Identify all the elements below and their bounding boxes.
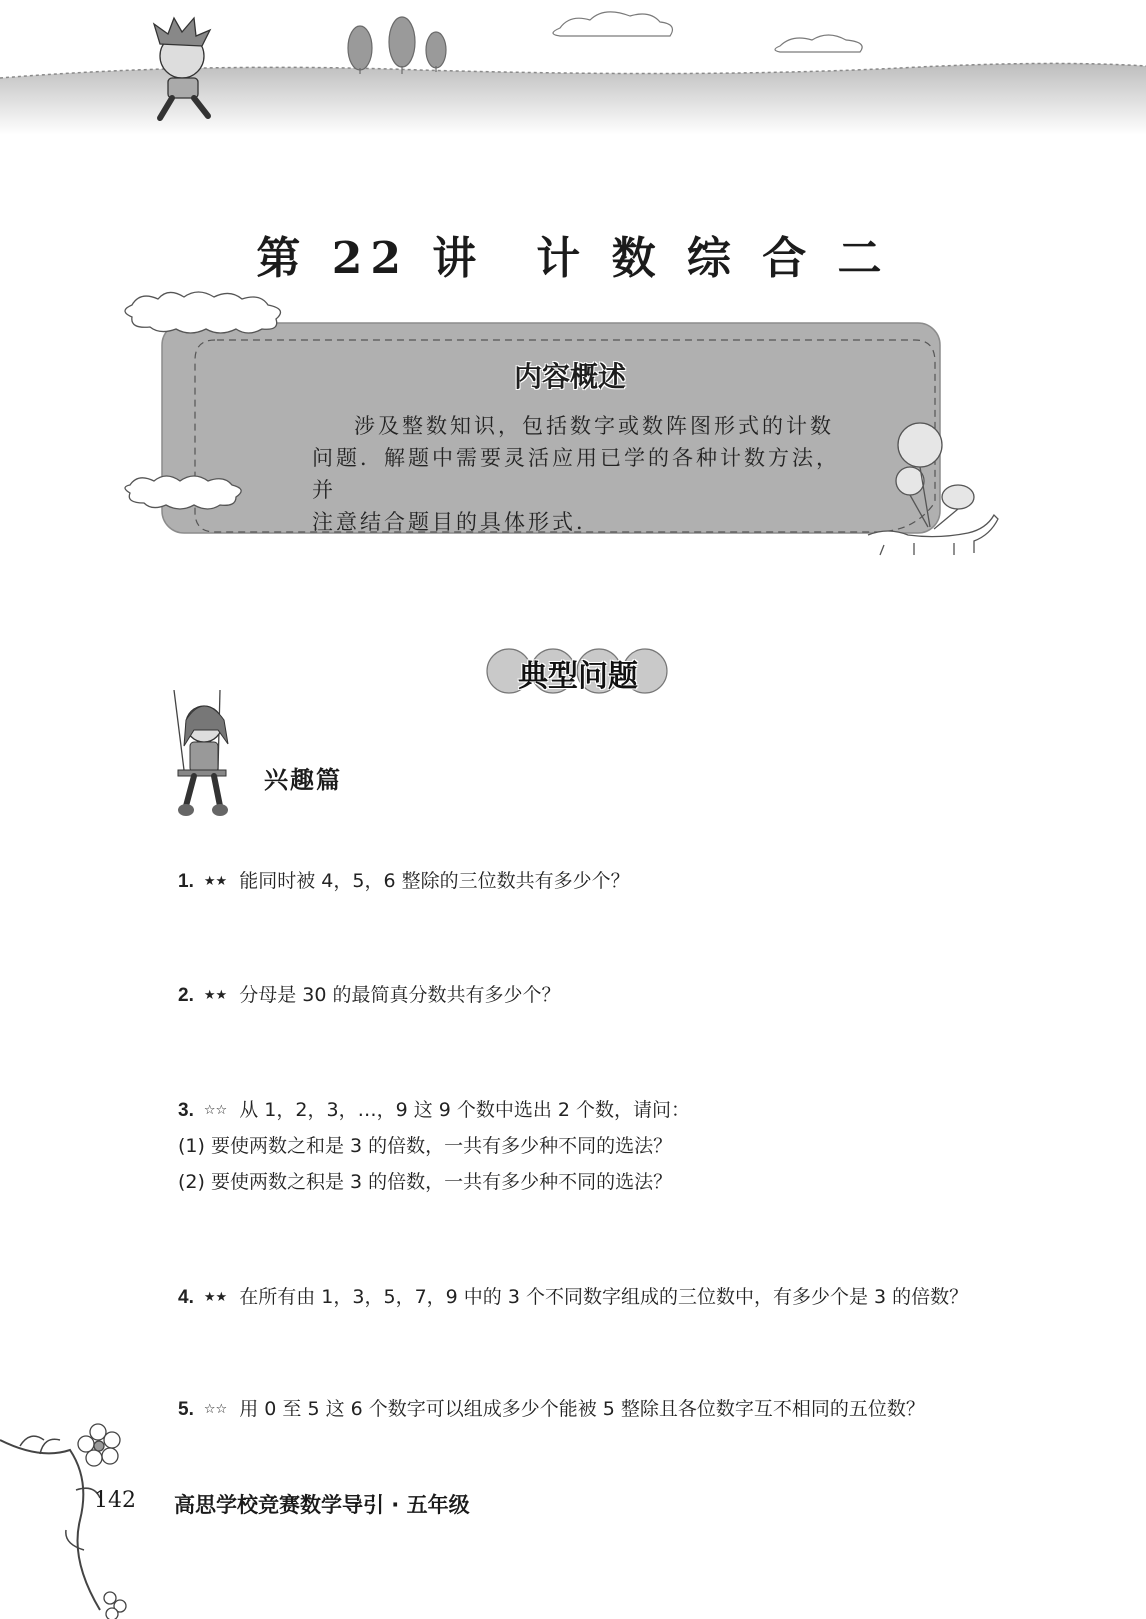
book-title: 高思学校竞赛数学导引 · 五年级: [174, 1493, 470, 1517]
question-3-sub-1: (1) 要使两数之和是 3 的倍数，一共有多少种不同的选法？: [178, 1135, 673, 1157]
question-3-sub-2: (2) 要使两数之积是 3 的倍数，一共有多少种不同的选法？: [178, 1171, 673, 1193]
flower-icon: [78, 1424, 126, 1619]
question-2: [178, 978, 561, 1013]
overview-body: [312, 410, 852, 538]
cloud-icon: [553, 12, 862, 52]
question-number: 2.: [178, 985, 194, 1006]
typical-problems-heading: 典型问题: [518, 659, 638, 694]
overview-heading: 内容概述: [513, 360, 626, 393]
question-number: 3.: [178, 1100, 194, 1121]
question-text: 用 0 至 5 这 6 个数字可以组成多少个能被 5 整除且各位数字互不相同的五位数？: [239, 1398, 925, 1420]
question-number: 5.: [178, 1399, 194, 1420]
girl-on-swing-icon: [160, 690, 260, 830]
question-text: 分母是 30 的最简真分数共有多少个？: [239, 984, 561, 1006]
section-label-interest: 兴趣篇: [264, 766, 342, 794]
header-landscape-illustration: [0, 0, 1146, 135]
difficulty-stars-icon: ★★: [203, 874, 228, 889]
question-text: 从 1，2，3，…，9 这 9 个数中选出 2 个数，请问：: [239, 1099, 691, 1121]
question-5: [178, 1392, 925, 1427]
question-number: 1.: [178, 871, 194, 892]
page-number: 142: [94, 1488, 136, 1513]
overview-line: 涉及整数知识，包括数字或数阵图形式的计数: [354, 414, 834, 438]
question-4: [178, 1280, 968, 1315]
question-3: [178, 1093, 690, 1128]
tree-icon: [348, 17, 446, 74]
flower-vine-icon: [0, 1420, 150, 1619]
question-1: [178, 864, 630, 899]
difficulty-stars-icon: ★★: [203, 1290, 228, 1305]
question-text: 在所有由 1，3，5，7，9 中的 3 个不同数字组成的三位数中，有多少个是 3 的倍数？: [239, 1286, 969, 1308]
lesson-title: 第 22 讲 计 数 综 合 二: [256, 233, 890, 284]
difficulty-stars-icon: ☆☆: [203, 1402, 228, 1417]
question-number: 4.: [178, 1287, 194, 1308]
difficulty-stars-icon: ☆☆: [203, 1103, 228, 1118]
overview-line: 注意结合题目的具体形式．: [312, 510, 600, 534]
question-text: 能同时被 4，5，6 整除的三位数共有多少个？: [239, 870, 630, 892]
overview-line: 问题．解题中需要灵活应用已学的各种计数方法，并: [312, 446, 840, 502]
difficulty-stars-icon: ★★: [203, 988, 228, 1003]
